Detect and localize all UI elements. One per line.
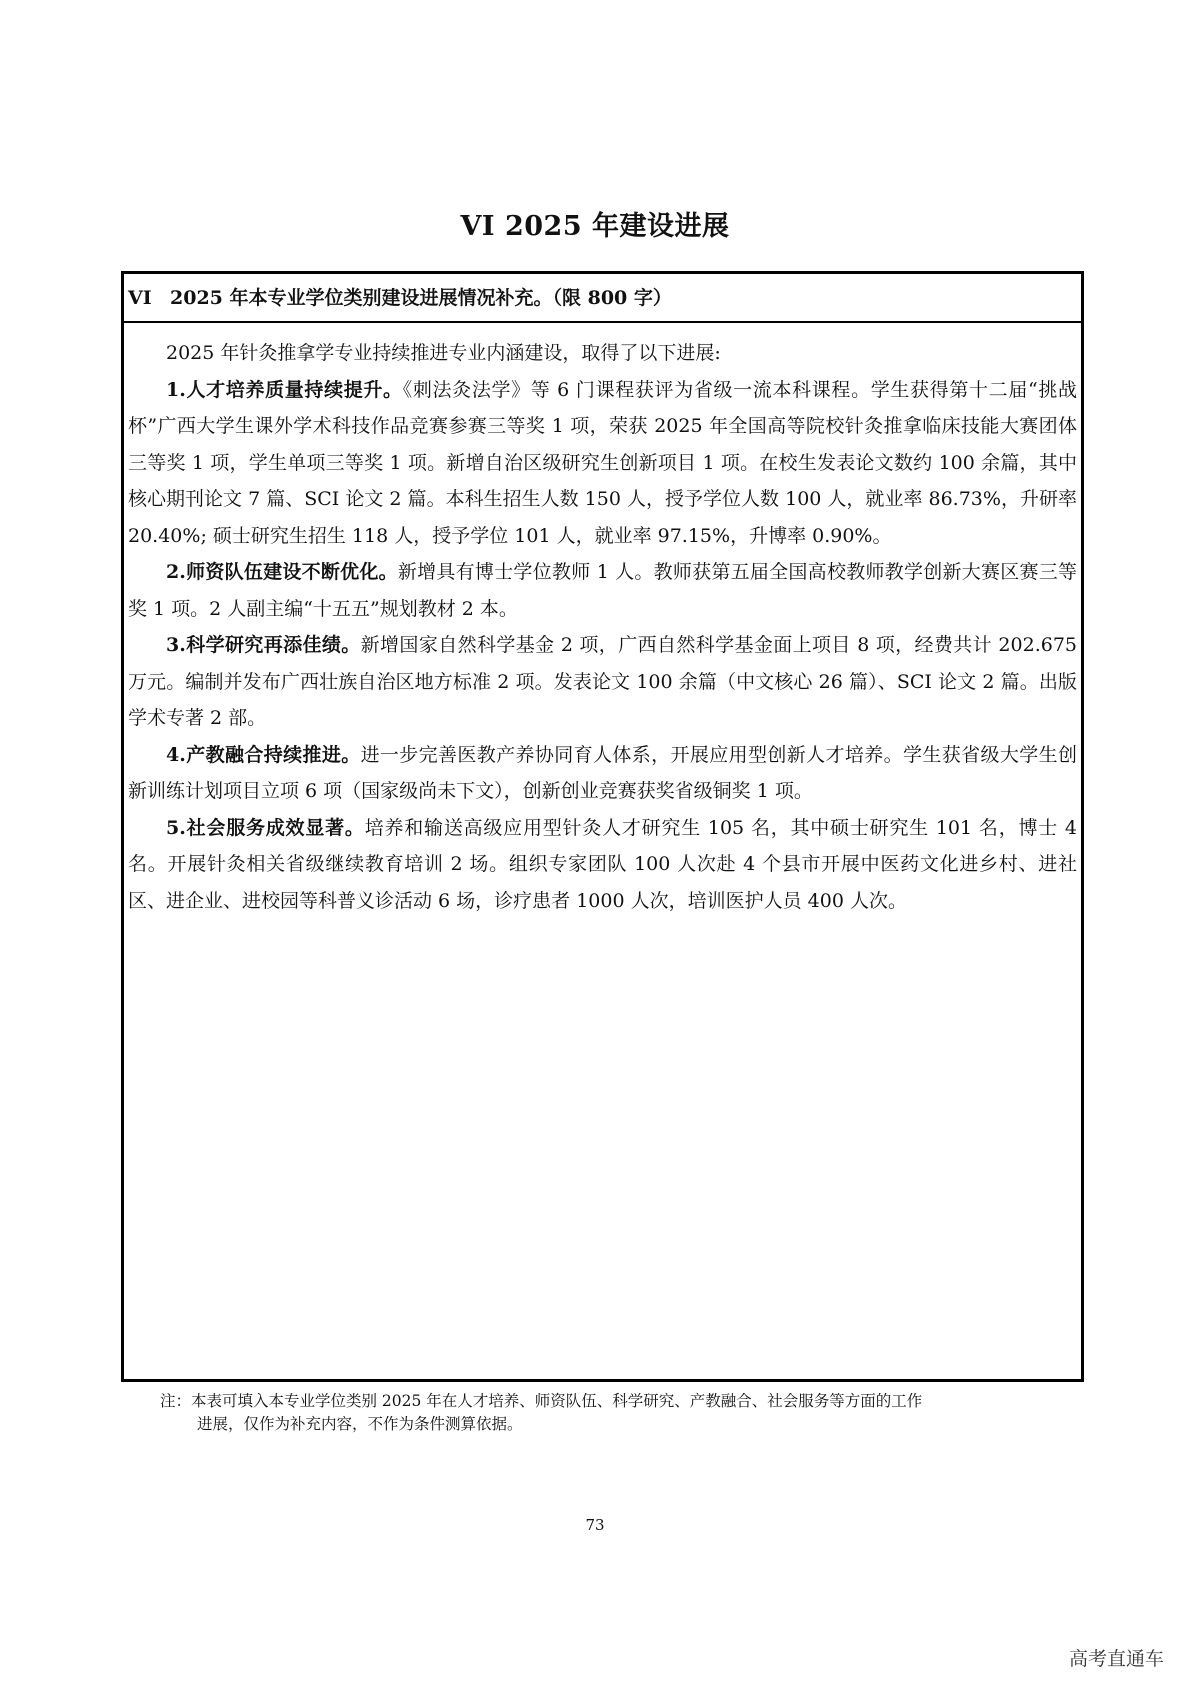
footnote-line: 注：本表可填入本专业学位类别 2025 年在人才培养、师资队伍、科学研究、产教融合、社会服务等方面的工作 [160, 1392, 923, 1410]
form-header-text: 2025 年本专业学位类别建设进展情况补充。（限 800 字） [170, 287, 672, 309]
progress-form-table [121, 271, 1084, 1382]
section-lead: 4.产教融合持续推进。 [166, 743, 361, 766]
intro-paragraph: 2025 年针灸推拿学专业持续推进专业内涵建设，取得了以下进展: [166, 342, 721, 364]
section-paragraph [128, 810, 1077, 920]
section-text: 新增国家自然科学基金 2 项，广西自然科学基金面上项目 8 项，经费共计 202.675 万元。编制并发布广西壮族自治区地方标准 2 项。发表论文 100 余篇（中文核心 26 篇）、SCI 论文 2 篇。出版学术专著 2 部。 [128, 634, 1077, 729]
page-title: VI 2025 年建设进展 [460, 211, 730, 242]
section-paragraph [128, 372, 1077, 555]
footnote-line: 进展，仅作为补充内容，不作为条件测算依据。 [197, 1415, 523, 1433]
watermark: 高考直通车 [1068, 1648, 1164, 1670]
section-paragraph [128, 627, 1077, 737]
section-lead: 1.人才培养质量持续提升。 [166, 378, 403, 401]
footnote [160, 1390, 1060, 1436]
section-text: 进一步完善医教产养协同育人体系，开展应用型创新人才培养。学生获省级大学生创新训练计划项目立项 6 项（国家级尚未下文），创新创业竞赛获奖省级铜奖 1 项。 [128, 743, 1077, 802]
section-paragraph [128, 554, 1077, 627]
section-paragraph [128, 737, 1077, 810]
form-body [124, 323, 1081, 919]
section-text: 培养和输送高级应用型针灸人才研究生 105 名，其中硕士研究生 101 名，博士 4 名。开展针灸相关省级继续教育培训 2 场。组织专家团队 100 人次赴 4 个县市开展中医药文化进乡村、进社区、进企业、进校园等科普义诊活动 6 场，诊疗患者 1000 人次，培训医护人员 400 人次。 [128, 816, 1077, 912]
section-text: 新增具有博士学位教师 1 人。教师获第五届全国高校教师教学创新大赛区赛三等奖 1 项。2 人副主编“十五五”规划教材 2 本。 [128, 561, 1078, 620]
form-header [124, 274, 1081, 323]
form-header-number: VI [128, 287, 152, 309]
section-lead: 5.社会服务成效显著。 [166, 816, 365, 839]
section-lead: 2.师资队伍建设不断优化。 [166, 561, 398, 583]
section-text: 《刺法灸法学》等 6 门课程获评为省级一流本科课程。学生获得第十二届“挑战杯”广西大学生课外学术科技作品竞赛参赛三等奖 1 项，荣获 2025 年全国高等院校针灸推拿临床技能大赛团体三等奖 1 项，学生单项三等奖 1 项。新增自治区级研究生创新项目 1 项。在校生发表论文数约 100 余篇，其中核心期刊论文 7 篇、SCI 论文 2 篇。本科生招生人数 150 人，授予学位人数 100 人，就业率 86.73%，升研率 20.40%; 硕士研究生招生 118 人，授予学位 101 人，就业率 97.15%，升博率 0.90%。 [128, 378, 1077, 547]
section-lead: 3.科学研究再添佳绩。 [166, 634, 361, 656]
page-number: 73 [585, 1516, 605, 1534]
